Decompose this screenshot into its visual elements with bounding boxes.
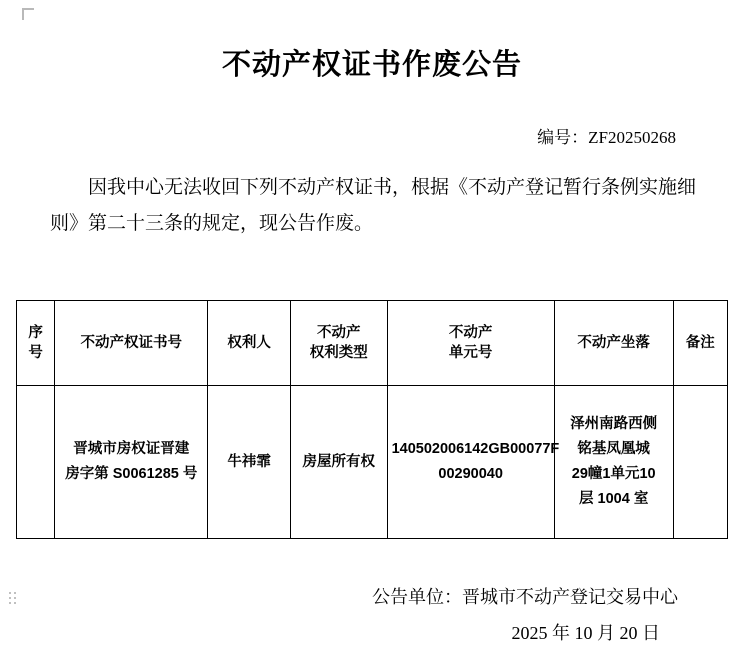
issue-date: 2025 年 10 月 20 日: [511, 623, 660, 643]
cell-owner: 牛祎霏: [208, 386, 291, 539]
cell-location-line-3: 29幢1单元10: [571, 466, 656, 482]
table-header-right-type-line-1: 不动产: [316, 325, 361, 341]
cell-location: [554, 386, 673, 539]
serial-number-line: [0, 123, 744, 148]
cell-location-line-2: 铭基凤凰城: [577, 441, 650, 457]
issuer-label: 公告单位：: [372, 587, 462, 607]
issuer-line: [0, 579, 678, 615]
cell-right-type: 房屋所有权: [290, 386, 387, 539]
cell-unit-number-line-1: 140502006142GB00077F: [391, 441, 560, 457]
page-corner-mark-icon: [22, 8, 34, 20]
table-header-location: [554, 301, 673, 386]
table-row: [17, 386, 728, 539]
table-header-right-type-line-2: 权利类型: [309, 345, 368, 361]
cell-unit-number: [387, 386, 560, 539]
cell-location-line-1: 泽州南路西侧: [570, 416, 658, 432]
table-header-seq-line-1: 序: [28, 325, 43, 341]
table-header-unit-number: [387, 301, 554, 386]
page-title: 不动产权证书作废公告: [221, 49, 522, 81]
cell-seq: [17, 386, 55, 539]
cell-certificate-number: [55, 386, 208, 539]
table-header-certificate-number: [55, 301, 208, 386]
invalidated-certificates-table: [16, 300, 728, 539]
table-header-row: [17, 301, 728, 386]
cell-certificate-number-line-2: 房字第 S0061285 号: [65, 466, 198, 482]
table-header-seq-line-2: 号: [28, 345, 43, 361]
cell-certificate-number-line-1: 晋城市房权证晋建: [73, 441, 190, 457]
issuer-value: 晋城市不动产登记交易中心: [462, 587, 678, 607]
table-header-owner: [208, 301, 291, 386]
table-header-right-type: [290, 301, 387, 386]
cell-remark: [673, 386, 727, 539]
notice-body-text: 因我中心无法收回下列不动产权证书，根据《不动产登记暂行条例实施细则》第二十三条的规定，现公告作废。: [50, 177, 697, 234]
table-header-remark: [673, 301, 727, 386]
table-header-remark-line-1: 备注: [685, 335, 715, 351]
table-header-location-line-1: 不动产坐落: [577, 335, 650, 351]
cell-location-line-4: 层 1004 室: [579, 491, 649, 507]
cell-unit-number-line-2: 00290040: [438, 466, 503, 482]
table-header-unit-number-line-1: 不动产: [448, 325, 493, 341]
table-header-owner-line-1: 权利人: [227, 335, 271, 351]
serial-number-label: 编号：: [537, 128, 589, 147]
table-header-unit-number-line-2: 单元号: [448, 345, 493, 361]
drag-handle-dots-icon: [9, 592, 17, 608]
table-header-seq: [17, 301, 55, 386]
serial-number-value: ZF20250268: [588, 128, 676, 147]
document-footer: [0, 579, 744, 651]
table-header-certificate-number-line-1: 不动产权证书号: [80, 335, 183, 351]
